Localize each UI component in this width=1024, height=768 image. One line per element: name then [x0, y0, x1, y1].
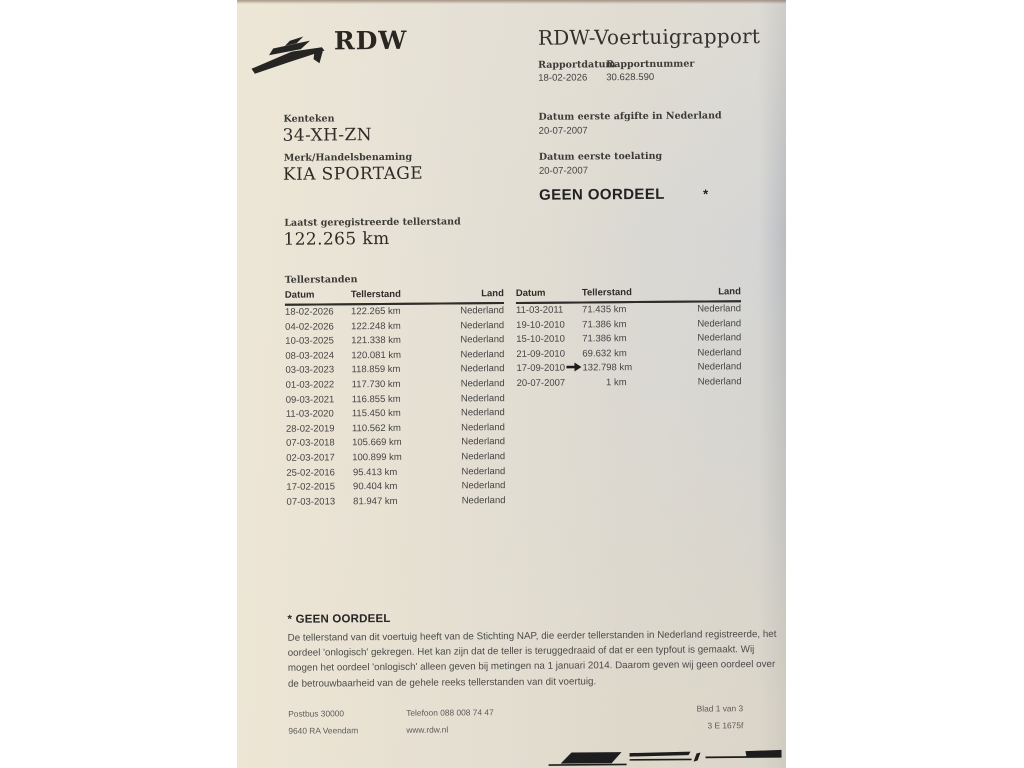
cell-tellerstand: 118.859 km	[351, 364, 401, 376]
cell-tellerstand: 1 km	[605, 377, 627, 389]
cell-land: Nederland	[461, 436, 506, 448]
report-number-value: 30.628.590	[606, 71, 655, 84]
cell-datum: 11-03-2011	[515, 304, 564, 316]
cell-tellerstand: 122.248 km	[351, 320, 401, 332]
table-row	[285, 333, 504, 349]
cutoff-next-page-marks	[540, 747, 786, 768]
cell-datum: 09-03-2021	[285, 393, 335, 406]
cell-datum: 25-02-2016	[286, 466, 335, 479]
cell-land: Nederland	[697, 346, 742, 359]
footnote-line: oordeel 'onlogisch' gekregen. Het kan zijn dat de teller is teruggedraaid of dat er een typfout is gemaakt. Wij	[287, 644, 755, 659]
cell-land: Nederland	[697, 303, 742, 315]
cell-datum: 11-03-2020	[285, 408, 334, 420]
rdw-wing-logo-icon	[248, 32, 332, 81]
cell-tellerstand: 115.450 km	[351, 408, 401, 420]
document-title: RDW-Voertuigrapport	[537, 24, 761, 50]
cell-tellerstand: 110.562 km	[351, 422, 401, 435]
cell-tellerstand: 90.404 km	[352, 481, 398, 493]
oordeel-status: GEEN OORDEEL	[539, 185, 665, 204]
paper-sheet	[237, 0, 786, 768]
laatste-tellerstand-value: 122.265 km	[283, 228, 390, 250]
cell-land: Nederland	[697, 332, 742, 344]
report-number-label: Rapportnummer	[606, 58, 695, 71]
cell-land: Nederland	[460, 378, 505, 390]
column-header-land: Land	[626, 286, 741, 302]
cell-tellerstand: 116.855 km	[351, 393, 401, 405]
cell-datum: 20-07-2007	[516, 377, 566, 389]
cell-tellerstand: 132.798 km	[582, 362, 633, 374]
table-row	[286, 377, 505, 393]
cell-datum: 07-03-2018	[286, 437, 335, 450]
cell-tellerstand: 71.386 km	[582, 318, 627, 331]
footnote-line: mogen het oordeel 'onlogisch' alleen geven bij metingen na 1 januari 2014. Daarom geven wij geen oordeel over	[287, 659, 776, 675]
cell-tellerstand: 122.265 km	[350, 305, 401, 318]
table-row	[516, 301, 741, 318]
column-header-land: Land	[396, 288, 504, 304]
cell-tellerstand: 71.435 km	[581, 304, 627, 316]
column-header-tellerstand: Tellerstand	[582, 287, 626, 302]
cell-datum: 17-09-2010	[516, 362, 582, 377]
footnote-line: De tellerstand van dit voertuig heeft van de Stichting NAP, die eerder tellerstanden in Nederland registreerde, het	[287, 628, 777, 644]
column-header-datum: Datum	[516, 287, 582, 303]
eerste-toelating-label: Datum eerste toelating	[538, 150, 663, 163]
cell-land: Nederland	[460, 348, 505, 361]
table-row	[516, 331, 741, 347]
cell-land: Nederland	[697, 317, 742, 330]
cell-tellerstand: 95.413 km	[352, 466, 398, 478]
kenteken-value: 34-XH-ZN	[282, 125, 373, 146]
report-date-value: 18-02-2026	[538, 72, 588, 84]
column-header-datum: Datum	[285, 289, 351, 305]
cell-tellerstand: 105.669 km	[352, 437, 402, 449]
eerste-toelating-value: 20-07-2007	[538, 165, 589, 177]
table-row	[517, 375, 742, 391]
table-row	[286, 450, 505, 466]
footer-address-line2: 9640 RA Veendam	[288, 725, 359, 736]
footnote-marker: *	[287, 613, 293, 626]
cell-land: Nederland	[460, 319, 505, 331]
table-row	[286, 406, 505, 422]
cell-land: Nederland	[461, 421, 505, 434]
footnote-title-text: GEEN OORDEEL	[295, 612, 391, 626]
laatste-tellerstand-label: Laatst geregistreerde tellerstand	[284, 216, 461, 229]
document-content	[237, 0, 786, 768]
cell-datum: 02-03-2017	[286, 452, 335, 464]
cell-land: Nederland	[461, 465, 506, 477]
footer-phone: Telefoon 088 008 74 47	[406, 707, 494, 718]
report-date-label: Rapportdatum	[538, 59, 616, 71]
cell-land: Nederland	[461, 450, 506, 463]
cell-land: Nederland	[697, 361, 742, 373]
cell-datum: 15-10-2010	[516, 333, 565, 346]
cell-datum: 21-09-2010	[516, 348, 566, 360]
footnote-line: de betrouwbaarheid van de gehele reeks tellerstanden van dit voertuig.	[287, 675, 597, 690]
cell-land: Nederland	[460, 407, 505, 419]
cell-land: Nederland	[460, 305, 505, 317]
footer-address-line1: Postbus 30000	[288, 708, 345, 719]
cell-tellerstand: 121.338 km	[351, 335, 401, 347]
table-row	[286, 494, 505, 510]
cell-datum: 28-02-2019	[285, 423, 335, 435]
tellerstanden-section-title: Tellerstanden	[284, 274, 358, 286]
cell-datum: 19-10-2010	[516, 319, 565, 331]
cell-tellerstand: 81.947 km	[353, 495, 398, 507]
table-row	[286, 435, 505, 451]
kenteken-label: Kenteken	[283, 113, 335, 125]
cell-land: Nederland	[697, 376, 742, 388]
cell-datum: 18-02-2026	[284, 306, 334, 318]
cell-tellerstand: 120.081 km	[351, 349, 402, 362]
merk-value: KIA SPORTAGE	[282, 163, 424, 185]
arrow-right-icon	[566, 363, 581, 372]
cell-datum: 17-02-2015	[286, 481, 336, 493]
cell-datum: 10-03-2025	[285, 335, 334, 347]
cell-tellerstand: 117.730 km	[351, 378, 401, 391]
merk-label: Merk/Handelsbenaming	[283, 151, 413, 164]
cell-datum: 03-03-2023	[285, 364, 335, 377]
cell-datum: 07-03-2013	[286, 496, 336, 508]
footer-website: www.rdw.nl	[406, 724, 449, 735]
rdw-logo-text: RDW	[333, 25, 408, 56]
eerste-afgifte-value: 20-07-2007	[538, 125, 588, 137]
cell-datum: 01-03-2022	[285, 379, 335, 391]
table-row	[286, 479, 505, 495]
column-header-tellerstand: Tellerstand	[351, 289, 396, 304]
oordeel-footnote-marker: *	[703, 186, 709, 202]
cell-land: Nederland	[460, 363, 505, 375]
cell-datum: 08-03-2024	[285, 350, 335, 362]
footnote-paragraph	[288, 627, 777, 692]
cell-land: Nederland	[461, 480, 506, 492]
cell-land: Nederland	[460, 392, 505, 404]
cell-land: Nederland	[460, 334, 505, 346]
table-row	[285, 303, 504, 320]
eerste-afgifte-label: Datum eerste afgifte in Nederland	[538, 110, 722, 123]
tellerstanden-table-right	[516, 286, 742, 391]
tellerstanden-table-left	[285, 288, 506, 510]
cell-tellerstand: 71.386 km	[582, 333, 627, 345]
cell-tellerstand: 100.899 km	[352, 451, 402, 464]
cell-tellerstand: 69.632 km	[582, 347, 627, 360]
footer-form-code: 3 E 1675f	[707, 720, 744, 731]
cell-datum: 04-02-2026	[285, 320, 334, 333]
footer-page-number: Blad 1 van 3	[696, 703, 744, 714]
cell-land: Nederland	[461, 494, 506, 507]
footnote-title	[287, 613, 390, 626]
